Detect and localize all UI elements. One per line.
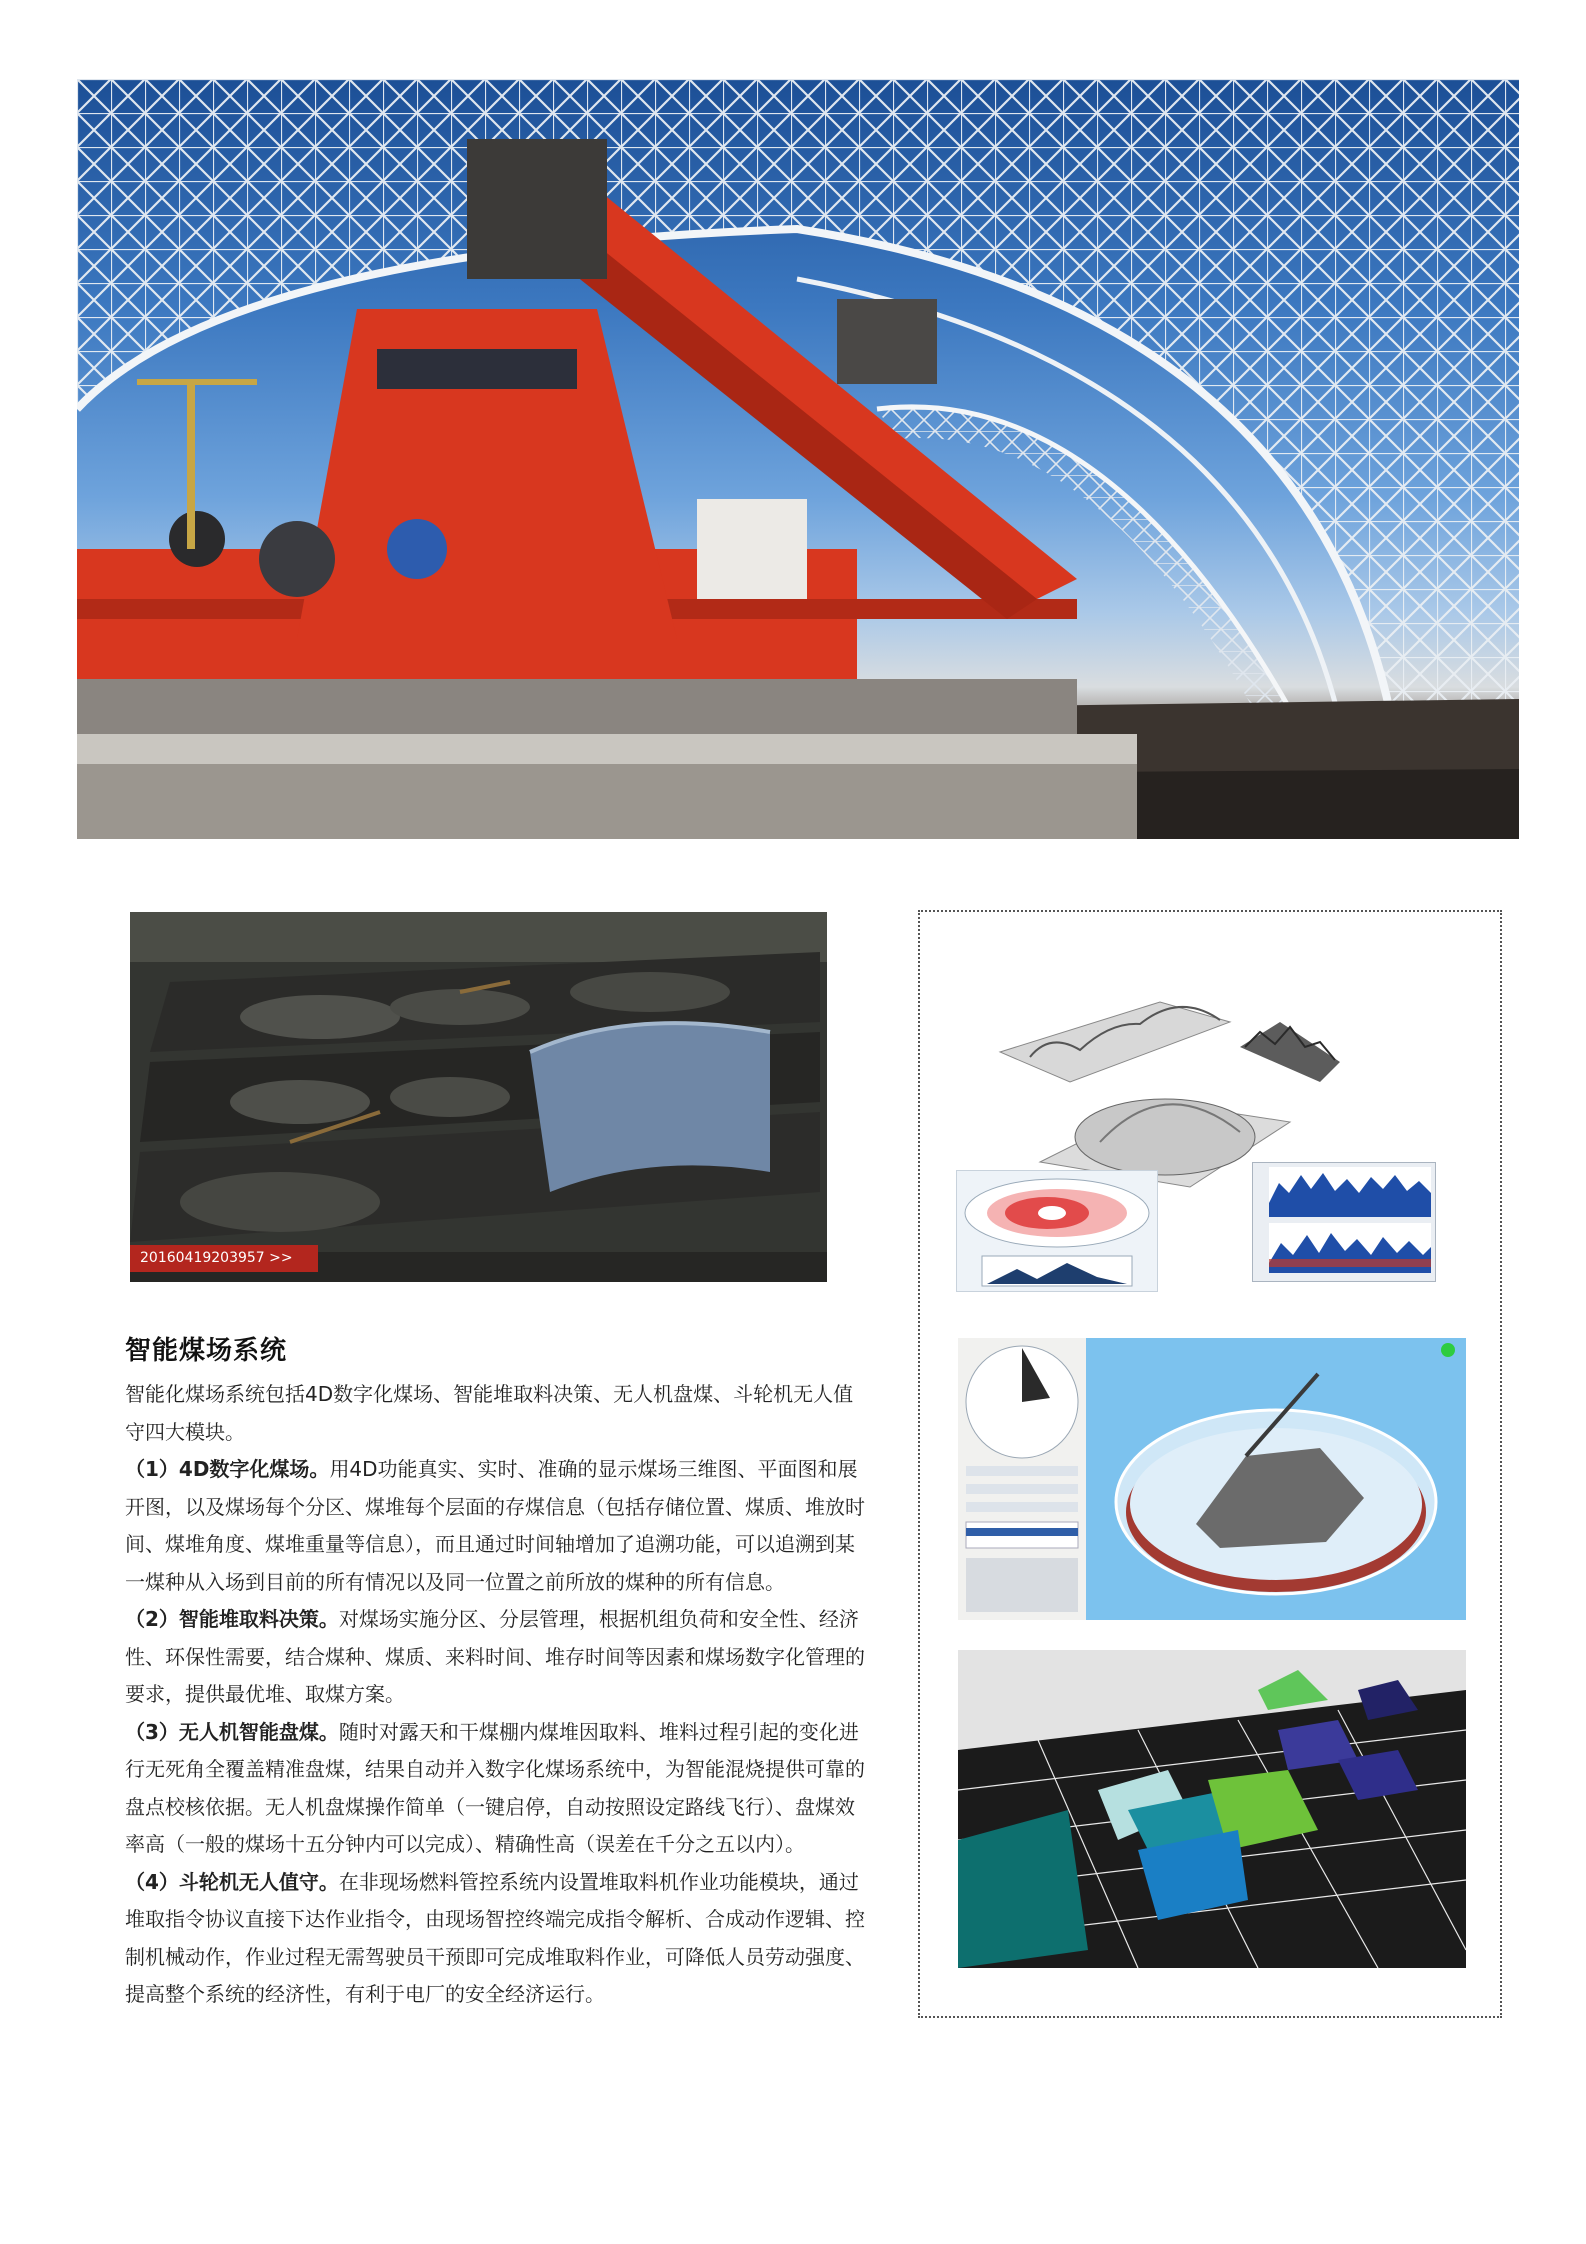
stockpile-3d-image bbox=[958, 1650, 1466, 1968]
article-body bbox=[125, 1376, 865, 2014]
section-lead: （1）4D数字化煤场。 bbox=[125, 1457, 330, 1481]
section-text: 用4D功能真实、实时、准确的显示煤场三维图、平面图和展开图，以及煤场每个分区、煤堆每个层面的存煤信息（包括存储位置、煤质、堆放时间、煤堆角度、煤堆重量等信息），而且通过时间轴增加了追溯功能，可以追溯到某一煤种从入场到目前的所有情况以及同一位置之前所放的煤种的所有信息。 bbox=[125, 1457, 865, 1594]
polar-heatmap-image bbox=[956, 1170, 1158, 1292]
wireframe-models-image bbox=[990, 952, 1390, 1192]
section-unmanned-reclaimer bbox=[125, 1864, 865, 2014]
article-title: 智能煤场系统 bbox=[125, 1336, 288, 1366]
hero-photo-stacker-reclaimer bbox=[77, 79, 1519, 839]
timestamp-tag[interactable]: 20160419203957 >> bbox=[130, 1245, 318, 1272]
aerial-photo-coal-yard bbox=[130, 912, 827, 1282]
section-lead: （4）斗轮机无人值守。 bbox=[125, 1869, 339, 1894]
section-lead: （3）无人机智能盘煤。 bbox=[125, 1719, 339, 1744]
section-text: 对煤场实施分区、分层管理，根据机组负荷和安全性、经济性、环保性需要，结合煤种、煤质、来料时间、堆存时间等因素和煤场数字化管理的要求，提供最优堆、取煤方案。 bbox=[125, 1607, 865, 1706]
section-drone-inventory bbox=[125, 1714, 865, 1864]
section-text: 随时对露天和干煤棚内煤堆因取料、堆料过程引起的变化进行无死角全覆盖精准盘煤，结果自动并入数字化煤场系统中，为智能混烧提供可靠的盘点校核依据。无人机盘煤操作简单（一键启停，自动按照设定路线飞行）、盘煤效率高（一般的煤场十五分钟内可以完成）、精确性高（误差在千分之五以内）。 bbox=[125, 1719, 865, 1856]
section-smart-stacking bbox=[125, 1601, 865, 1714]
stacker-simulation-image bbox=[958, 1338, 1466, 1620]
profile-chart-image bbox=[1252, 1162, 1436, 1282]
section-lead: （2）智能堆取料决策。 bbox=[125, 1607, 339, 1631]
screenshot-panel bbox=[918, 910, 1502, 2018]
article-intro: 智能化煤场系统包括4D数字化煤场、智能堆取料决策、无人机盘煤、斗轮机无人值守四大模块。 bbox=[125, 1382, 854, 1444]
section-4d-digital-yard bbox=[125, 1451, 865, 1601]
section-text: 在非现场燃料管控系统内设置堆取料机作业功能模块，通过堆取指令协议直接下达作业指令，由现场智控终端完成指令解析、合成动作逻辑、控制机械动作，作业过程无需驾驶员干预即可完成堆取料作业，可降低人员劳动强度、提高整个系统的经济性，有利于电厂的安全经济运行。 bbox=[125, 1869, 865, 2006]
